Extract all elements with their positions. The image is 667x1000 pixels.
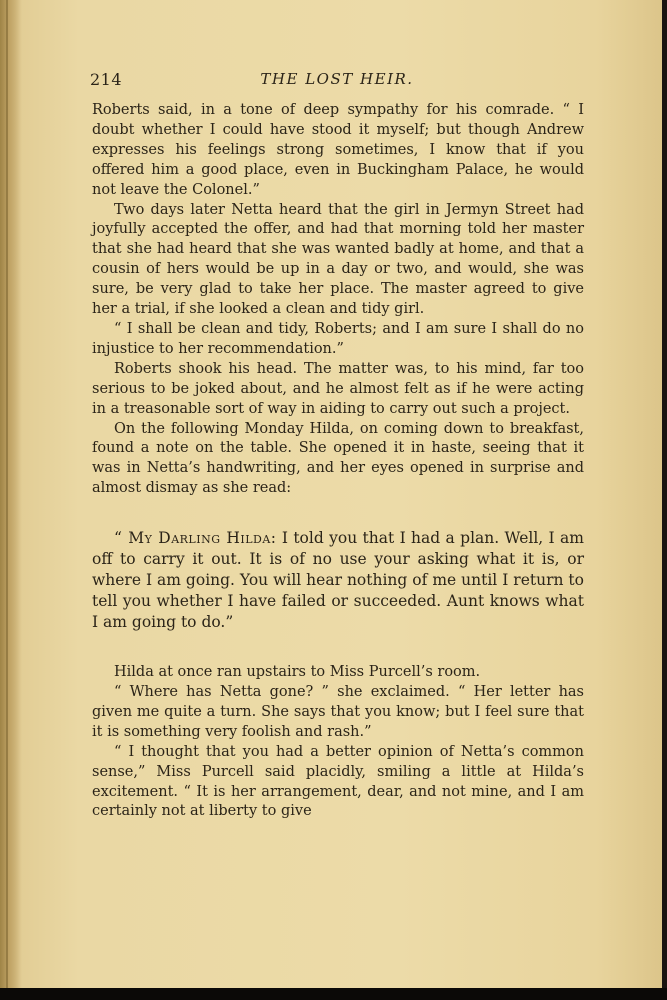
letter-body: I told you that I had a plan. Well, I am off to carry it out. It is of no use your asking what it is, or where I am going. You will hear nothing of me until I return to tell you whether I have failed or succeeded. Aunt knows what I am going to do.”: [92, 529, 584, 632]
page-edge-line: [6, 0, 8, 988]
paragraph: On the following Monday Hilda, on coming down to breakfast, found a note on the table. She opened it in haste, seeing that it was in Netta’s handwriting, and her eyes opened in surprise and almost dismay as she read:: [92, 420, 584, 497]
paragraph: “ I thought that you had a better opinion of Netta’s common sense,” Miss Purcell said placidly, smiling a little at Hilda’s excitement. “ It is her arrangement, dear, and not mine, and I am certainly not at liberty to give: [92, 743, 584, 820]
paragraph: Roberts said, in a tone of deep sympathy for his comrade. “ I doubt whether I could have stood it myself; but though Andrew expresses his feelings strong sometimes, I know that if you offered him a good place, even in Buckingham Palace, he would not leave the Colonel.”: [92, 102, 584, 198]
page-number: 214: [90, 70, 123, 89]
quoted-letter: [92, 528, 584, 633]
paragraph: Two days later Netta heard that the girl in Jermyn Street had joyfully accepted the offer, and had that morning told her master that she had heard that she was wanted badly at home, and that a cousin of hers would be up in a day or two, and would, she was sure, be very glad to take her place. The master agreed to give her a trial, if she looked a clean and tidy girl.: [92, 201, 584, 318]
running-head: THE LOST HEIR.: [260, 70, 414, 88]
letter-salutation: “ My Darling Hilda:: [114, 529, 277, 548]
paragraph: Hilda at once ran upstairs to Miss Purcell’s room.: [114, 664, 481, 681]
page-header: [90, 70, 584, 94]
page-body-text: [92, 101, 584, 822]
paragraph: Roberts shook his head. The matter was, to his mind, far too serious to be joked about, and he almost felt as if he were acting in a treasonable sort of way in aiding to carry out such a project.: [92, 360, 584, 417]
paragraph: “ Where has Netta gone? ” she exclaimed. “ Her letter has given me quite a turn. She says that you know; but I feel sure that it is something very foolish and rash.”: [92, 684, 584, 740]
scan-bottom-edge: [0, 988, 667, 1000]
letter-text: [92, 528, 584, 633]
paragraph: “ I shall be clean and tidy, Roberts; and I am sure I shall do no injustice to her recommendation.”: [92, 320, 584, 357]
page-gutter-shadow: [0, 0, 22, 988]
